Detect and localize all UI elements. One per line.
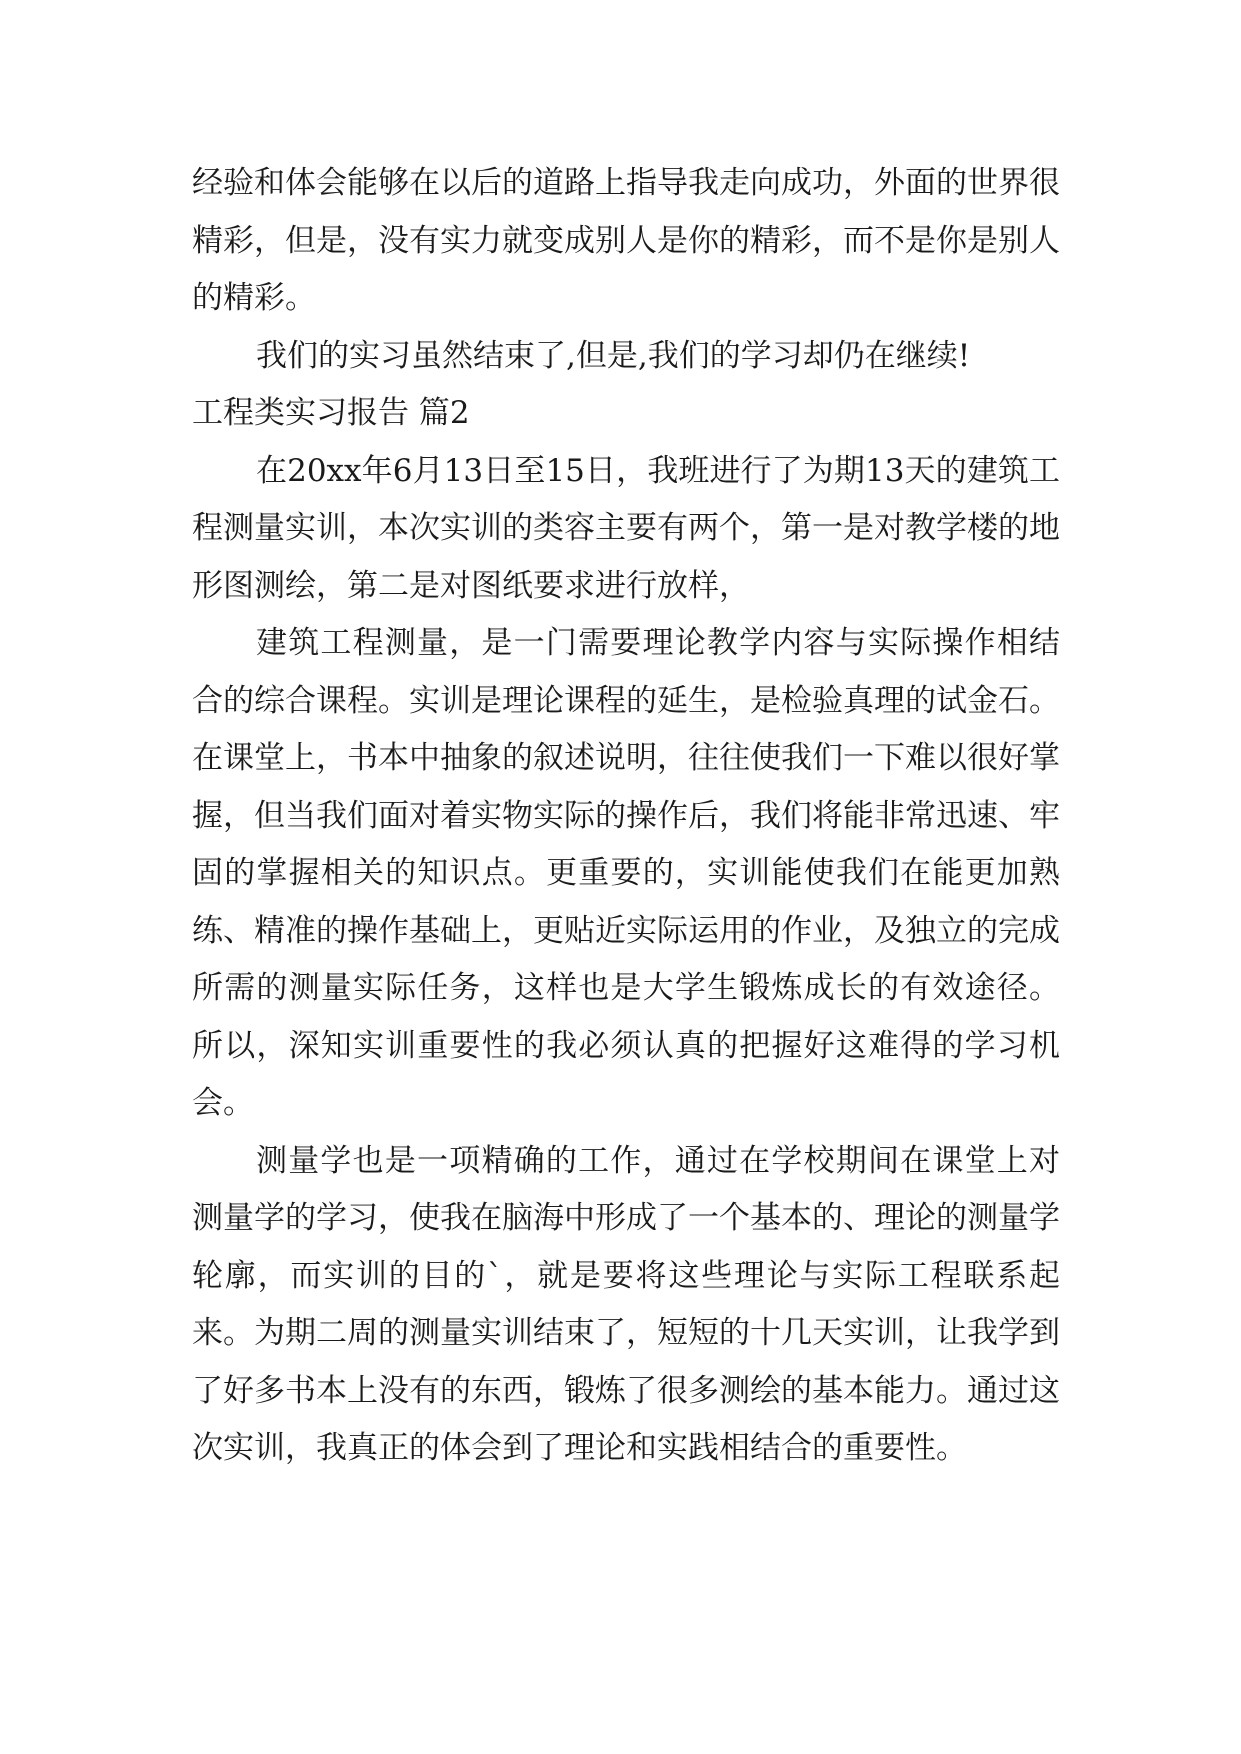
paragraph-intro-continuation: 经验和体会能够在以后的道路上指导我走向成功，外面的世界很精彩，但是，没有实力就变成别人是你的精彩，而不是你是别人的精彩。 <box>192 165 1060 316</box>
document-body <box>192 155 1060 1478</box>
paragraph-internship-ended: 我们的实习虽然结束了,但是,我们的学习却仍在继续! <box>256 337 971 374</box>
paragraph-surveying-reflection: 测量学也是一项精确的工作，通过在学校期间在课堂上对测量学的学习，使我在脑海中形成了一个基本的、理论的测量学轮廓，而实训的目的`，就是要将这些理论与实际工程联系起来。为期二周的测量实训结束了，短短的十几天实训，让我学到了好多书本上没有的东西，锻炼了很多测绘的基本能力。通过这次实训，我真正的体会到了理论和实践相结合的重要性。 <box>192 1142 1060 1466</box>
paragraph-course-description: 建筑工程测量，是一门需要理论教学内容与实际操作相结合的综合课程。实训是理论课程的延生，是检验真理的试金石。在课堂上，书本中抽象的叙述说明，往往使我们一下难以很好掌握，但当我们面对着实物实际的操作后，我们将能非常迅速、牢固的掌握相关的知识点。更重要的，实训能使我们在能更加熟练、精准的操作基础上，更贴近实际运用的作业，及独立的完成所需的测量实际任务，这样也是大学生锻炼成长的有效途径。 所以，深知实训重要性的我必须认真的把握好这难得的学习机会。 <box>192 625 1060 1121</box>
section-heading: 工程类实习报告 篇2 <box>192 395 470 431</box>
paragraph-training-dates: 在20xx年6月13日至15日，我班进行了为期13天的建筑工程测量实训，本次实训的类容主要有两个，第一是对教学楼的地形图测绘，第二是对图纸要求进行放样， <box>192 452 1060 604</box>
